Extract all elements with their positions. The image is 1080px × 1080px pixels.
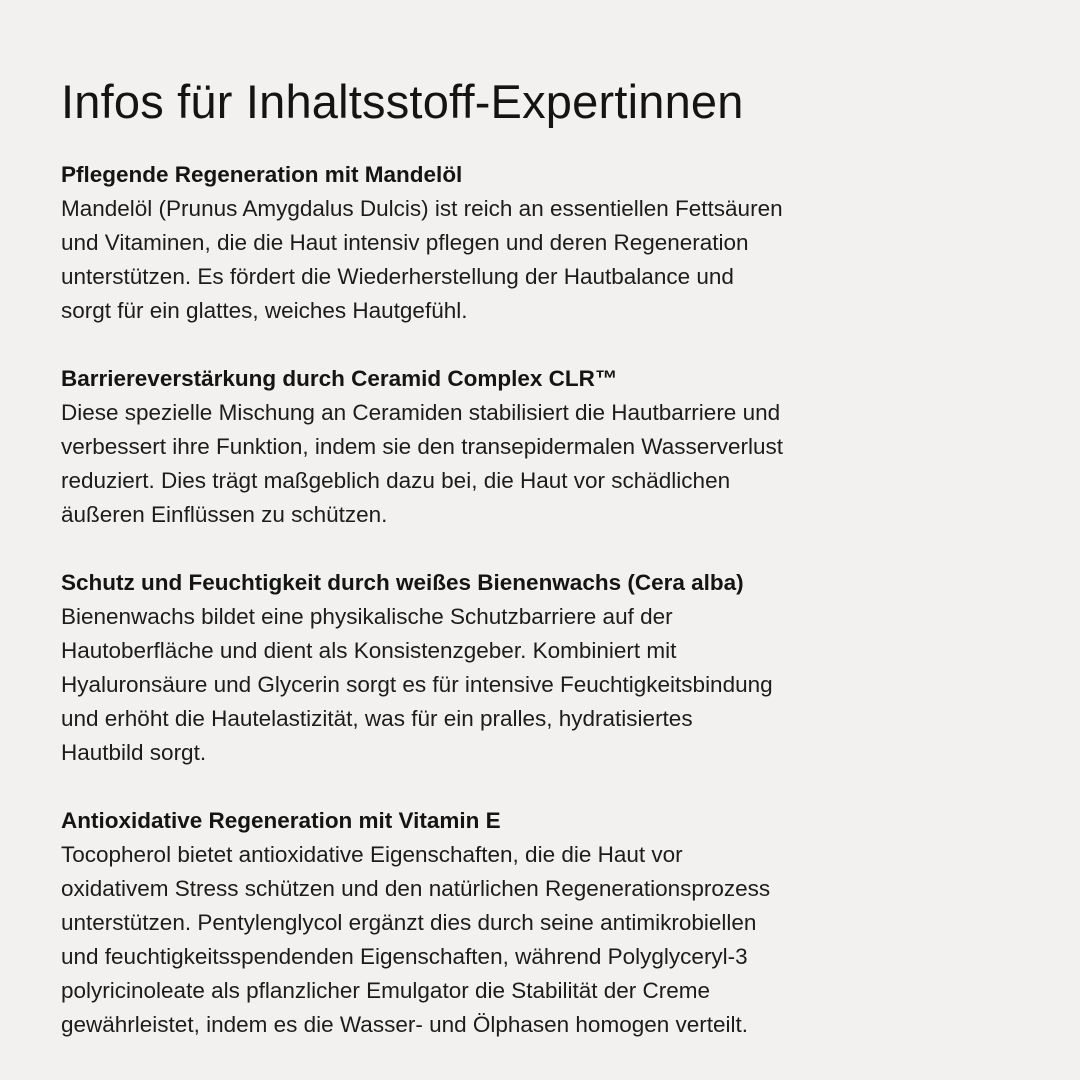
body-line: oxidativem Stress schützen und den natürlichen Regenerationsprozess (61, 876, 771, 901)
body-line: Tocopherol bietet antioxidative Eigenschaften, die die Haut vor (61, 842, 683, 867)
section-heading: Barriereverstärkung durch Ceramid Complex CLR™ (61, 366, 618, 391)
body-line: polyricinoleate als pflanzlicher Emulgator die Stabilität der Creme (61, 978, 711, 1003)
body-line: äußeren Einflüssen zu schützen. (61, 502, 388, 527)
body-line: und feuchtigkeitsspendenden Eigenschaften, während Polyglyceryl-3 (61, 944, 748, 969)
section-heading: Pflegende Regeneration mit Mandelöl (61, 162, 463, 187)
ingredient-info-page (61, 72, 1021, 1076)
body-line: reduziert. Dies trägt maßgeblich dazu bei, die Haut vor schädlichen (61, 468, 731, 493)
body-line: sorgt für ein glattes, weiches Hautgefühl. (61, 298, 468, 323)
body-line: unterstützen. Pentylenglycol ergänzt dies durch seine antimikrobiellen (61, 910, 757, 935)
body-line: und Vitaminen, die die Haut intensiv pflegen und deren Regeneration (61, 230, 749, 255)
section-beeswax (61, 566, 1021, 770)
section-body (61, 838, 1021, 1042)
body-line: gewährleistet, indem es die Wasser- und Ölphasen homogen verteilt. (61, 1012, 749, 1037)
body-line: verbessert ihre Funktion, indem sie den transepidermalen Wasserverlust (61, 434, 783, 459)
section-body (61, 600, 1021, 770)
body-line: Hautoberfläche und dient als Konsistenzgeber. Kombiniert mit (61, 638, 677, 663)
body-line: Bienenwachs bildet eine physikalische Schutzbarriere auf der (61, 604, 673, 629)
section-vitamin-e (61, 804, 1021, 1042)
body-line: Hautbild sorgt. (61, 740, 207, 765)
page-title: Infos für Inhaltsstoff-Expertinnen (61, 75, 744, 128)
section-ceramide-complex (61, 362, 1021, 532)
body-line: und erhöht die Hautelastizität, was für ein pralles, hydratisiertes (61, 706, 693, 731)
body-line: unterstützen. Es fördert die Wiederherstellung der Hautbalance und (61, 264, 734, 289)
section-body (61, 192, 1021, 328)
body-line: Mandelöl (Prunus Amygdalus Dulcis) ist reich an essentiellen Fettsäuren (61, 196, 783, 221)
section-heading: Antioxidative Regeneration mit Vitamin E (61, 808, 501, 833)
body-line: Diese spezielle Mischung an Ceramiden stabilisiert die Hautbarriere und (61, 400, 781, 425)
section-body (61, 396, 1021, 532)
section-almond-oil (61, 158, 1021, 328)
body-line: Hyaluronsäure und Glycerin sorgt es für intensive Feuchtigkeitsbindung (61, 672, 773, 697)
section-heading: Schutz und Feuchtigkeit durch weißes Bienenwachs (Cera alba) (61, 570, 744, 595)
